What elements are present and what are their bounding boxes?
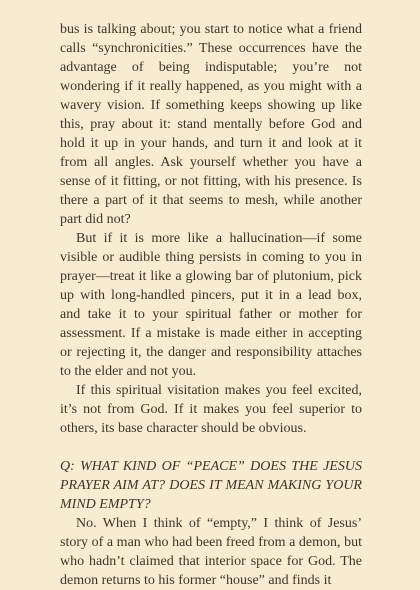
- question-heading: Q: WHAT KIND OF “PEACE” DOES THE JESUS PRAYER AIM AT? DOES IT MEAN MAKING YOUR MIND EMPTY?: [60, 459, 362, 512]
- paragraph-hallucination: But if it is more like a hallucination—if some visible or audible thing persists in coming to you in prayer—treat it like a glowing bar of plutonium, pick up with long-handled pincers, put it in a lead box, and take it to your spiritual father or mother for assessment. If a mistake is made either in accepting or rejecting it, the danger and responsibility attaches to the elder and not you.: [60, 231, 362, 379]
- answer-paragraph: No. When I think of “empty,” I think of Jesus’ story of a man who had been freed from a demon, but who hadn’t claimed that interior space for God. The demon returns to his former “house” and finds it: [60, 516, 362, 588]
- paragraph-continuation: bus is talking about; you start to notice what a friend calls “synchronicities.” These occurrences have the advantage of being indisputable; you’re not wondering if it really happened, as you might with a wavery vision. If something keeps showing up like this, pray about it: stand mentally before God and hold it up in your hands, and turn it and look at it from all angles. Ask yourself whether you have a sense of it fitting, or not fitting, with his presence. Is there a part of it that seems to mesh, while another part did not?: [60, 22, 362, 227]
- text-column: [60, 20, 362, 590]
- paragraph-visitation: If this spiritual visitation makes you feel excited, it’s not from God. If it makes you feel superior to others, its base character should be obvious.: [60, 383, 362, 436]
